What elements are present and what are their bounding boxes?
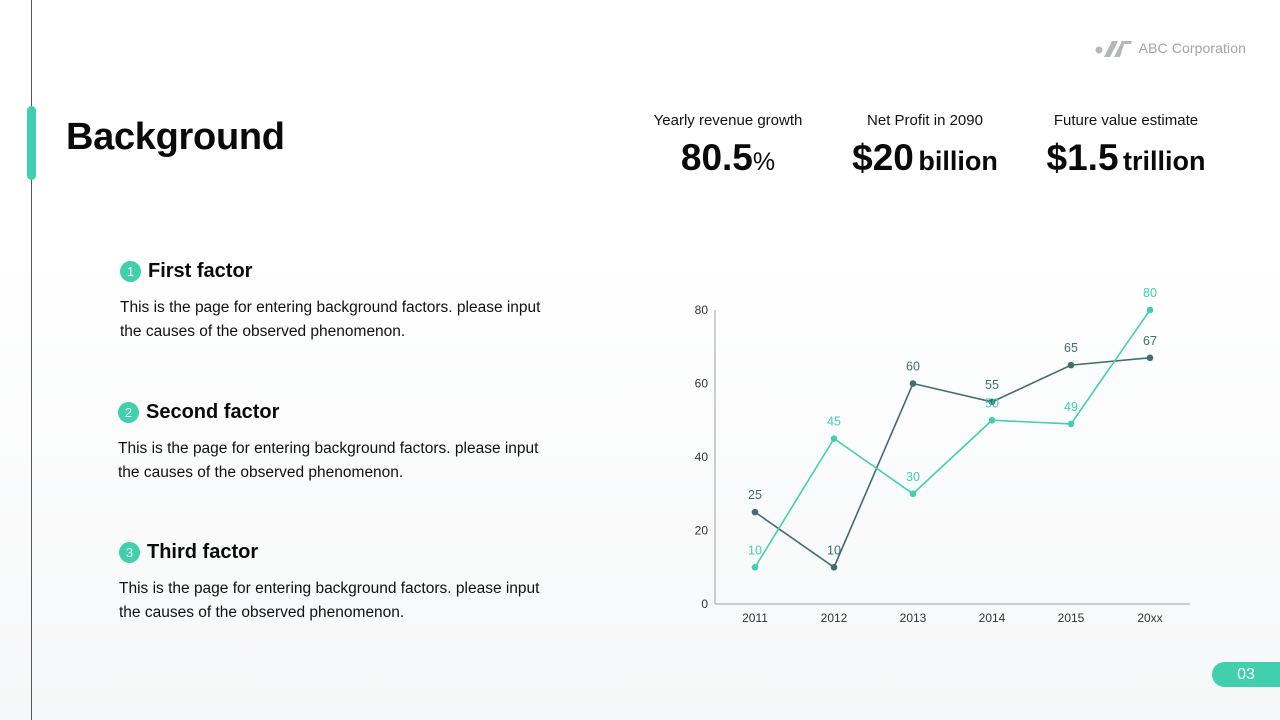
stat-unit: %: [752, 148, 776, 176]
factor-description-line: This is the page for entering background factors. please input: [120, 299, 541, 316]
factor-title: Second factor: [146, 401, 280, 423]
x-tick-label: 2014: [978, 611, 1006, 625]
data-label: 10: [748, 543, 762, 558]
data-point: [1068, 362, 1075, 369]
data-point: [910, 490, 917, 497]
data-label: 50: [985, 396, 999, 411]
data-point: [910, 380, 917, 387]
stat-label: Future value estimate: [1053, 112, 1199, 129]
data-point: [1147, 307, 1154, 314]
data-point: [1147, 354, 1154, 361]
stat-number: $1.5: [1046, 137, 1119, 178]
data-point: [752, 509, 759, 516]
data-label: 55: [985, 377, 999, 392]
x-tick-label: 2013: [899, 611, 927, 625]
x-tick-label: 2015: [1057, 611, 1085, 625]
series-line-1: [755, 358, 1150, 567]
stat-unit: billion: [918, 146, 998, 176]
data-label: 67: [1143, 333, 1157, 348]
factor-number-badge: 2: [118, 402, 139, 423]
factor-description-line: This is the page for entering background factors. please input: [119, 580, 540, 597]
y-tick-label: 40: [694, 450, 708, 464]
factor-title: Third factor: [147, 541, 259, 563]
data-point: [752, 564, 759, 571]
data-label: 49: [1064, 399, 1078, 414]
stat-label: Net Profit in 2090: [867, 112, 983, 129]
y-tick-label: 80: [694, 303, 708, 317]
factor-number-badge: 1: [120, 261, 141, 282]
data-point: [989, 417, 996, 424]
x-tick-label: 2012: [820, 611, 848, 625]
stat-label: Yearly revenue growth: [653, 112, 803, 129]
data-label: 25: [748, 488, 762, 503]
factor-description-line: the causes of the observed phenomenon.: [120, 323, 406, 340]
data-label: 30: [906, 469, 920, 484]
factor-description-line: the causes of the observed phenomenon.: [119, 604, 405, 621]
x-tick-label: 20xx: [1137, 611, 1163, 625]
data-point: [831, 435, 838, 442]
x-tick-label: 2011: [742, 611, 768, 625]
data-point: [1068, 421, 1075, 428]
page-title: Background: [66, 116, 285, 158]
y-tick-label: 60: [694, 376, 708, 391]
factor-description-line: This is the page for entering background factors. please input: [118, 440, 539, 457]
data-label: 80: [1143, 286, 1157, 300]
data-point: [831, 564, 838, 571]
stat-number: 80.5: [680, 137, 753, 178]
brand-name: ABC Corporation: [1138, 40, 1246, 56]
stat-unit: trillion: [1122, 146, 1206, 176]
data-label: 45: [827, 414, 841, 429]
data-label: 60: [906, 359, 920, 374]
factor-description-line: the causes of the observed phenomenon.: [118, 464, 404, 481]
series-line-2: [755, 310, 1150, 567]
y-tick-label: 0: [701, 597, 708, 611]
factor-number-badge: 3: [119, 542, 140, 563]
data-label: 65: [1064, 341, 1078, 356]
factor-title: First factor: [148, 260, 253, 282]
y-tick-label: 20: [694, 523, 708, 538]
data-label: 10: [827, 543, 841, 558]
page-number-tag: 03: [1212, 662, 1280, 687]
stat-number: $20: [852, 137, 914, 178]
